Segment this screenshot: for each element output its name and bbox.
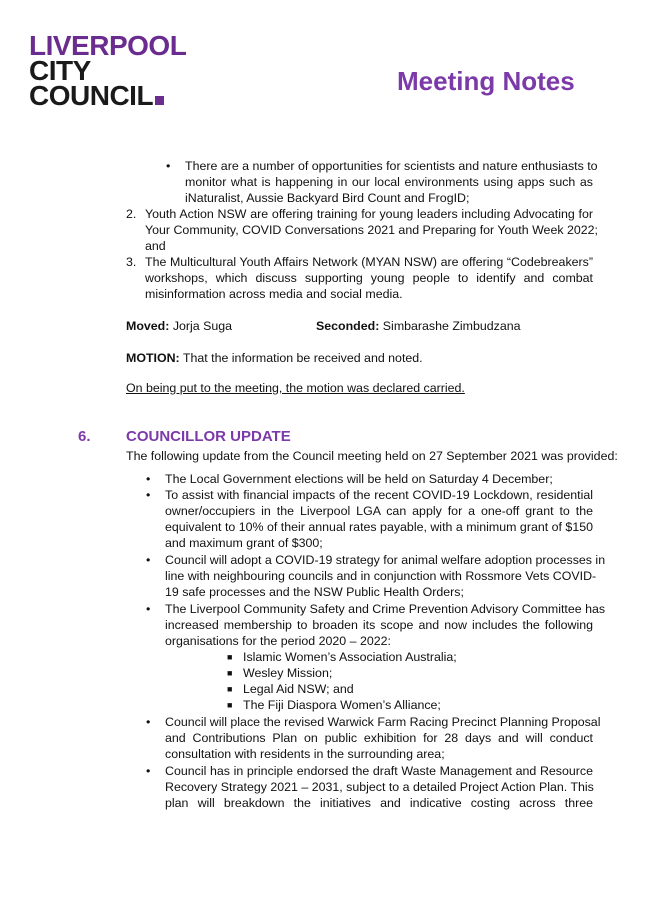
text-line: [165, 568, 597, 584]
bullet-icon: •: [146, 764, 151, 778]
bullet-icon: •: [146, 488, 151, 502]
item-3-line-1: The Multicultural Youth Affairs Network (MYAN NSW) are offering “Codebreakers”: [145, 255, 593, 269]
organisation-item: Islamic Women’s Association Australia;: [243, 650, 457, 664]
bullet-4-line-2: increased membership to broaden its scope and now includes the following: [165, 618, 593, 632]
bullet-icon: •: [146, 602, 151, 616]
bullet-1-line-1: The Local Government elections will be held on Saturday 4 December;: [165, 472, 553, 486]
bullet-5-line-2: and Contributions Plan on public exhibition for 28 days and will conduct: [165, 731, 593, 745]
motion-value: That the information be received and noted.: [182, 351, 423, 365]
text-line: [165, 552, 606, 568]
item-3-line-3: misinformation across media and social media.: [145, 287, 403, 301]
organisation-item: The Fiji Diaspora Women’s Alliance;: [243, 698, 441, 712]
bullet-3-line-3: 19 safe processes and the NSW Public Health Orders;: [165, 585, 464, 599]
section-heading: COUNCILLOR UPDATE: [126, 428, 291, 445]
bullet-6-line-2: Recovery Strategy 2021 – 2031, subject to a detailed Project Action Plan. This: [165, 780, 594, 794]
bullet-icon: •: [146, 715, 151, 729]
text-line: [165, 779, 593, 795]
seconded-value: Simbarashe Zimbudzana: [382, 319, 521, 333]
organisation-item: Wesley Mission;: [243, 666, 333, 680]
text-line: [165, 795, 593, 811]
bullet-6-line-3: plan will breakdown the initiatives and indicative costing across three: [165, 796, 593, 810]
bullet-4-line-1: The Liverpool Community Safety and Crime Prevention Advisory Committee has: [165, 602, 606, 616]
organisation-item: Legal Aid NSW; and: [243, 682, 354, 696]
square-bullet-icon: ■: [227, 684, 233, 694]
list-number: 2.: [126, 207, 137, 221]
bullet-6-line-1: Council has in principle endorsed the draft Waste Management and Resource: [165, 764, 593, 778]
sub-bullet-line-2: monitor what is happening in our local environments using apps such as: [185, 175, 593, 189]
bullet-2-line-2: owner/occupiers in the Liverpool LGA can apply for a one-off grant to the: [165, 504, 593, 518]
bullet-2-line-3: equivalent to 10% of their annual rates payable, with a minimum grant of $150: [165, 520, 593, 534]
bullet-icon: •: [166, 159, 171, 173]
liverpool-city-council-logo: [29, 30, 187, 111]
text-line: [165, 763, 593, 779]
text-line: [165, 503, 593, 519]
bullet-2-line-4: and maximum grant of $300;: [165, 536, 323, 550]
motion-line: [126, 350, 423, 366]
item-2-line-1: Youth Action NSW are offering training for young leaders including Advocating for: [145, 207, 593, 221]
logo-line-2: CITY: [29, 55, 91, 86]
bullet-2-line-1: To assist with financial impacts of the recent COVID-19 Lockdown, residential: [165, 488, 593, 502]
logo-line-3-text: COUNCIL: [29, 80, 154, 111]
section-number: 6.: [78, 428, 91, 445]
moved-label: Moved:: [126, 319, 170, 333]
text-line: [185, 174, 593, 190]
logo-line-1: LIVERPOOL: [29, 30, 187, 61]
section-intro: The following update from the Council meeting held on 27 September 2021 was provided:: [126, 449, 618, 463]
text-line: [185, 158, 598, 174]
seconded-line: [316, 318, 521, 334]
bullet-4-line-3: organisations for the period 2020 – 2022:: [165, 634, 391, 648]
bullet-3-line-1: Council will adopt a COVID-19 strategy for animal welfare adoption processes in: [165, 553, 606, 567]
list-number: 3.: [126, 255, 137, 269]
text-line: [145, 254, 593, 270]
sub-bullet-line-1: There are a number of opportunities for scientists and nature enthusiasts to: [185, 159, 598, 173]
text-line: [165, 714, 601, 730]
text-line: [145, 222, 598, 238]
moved-value: Jorja Suga: [172, 319, 233, 333]
text-line: [145, 270, 593, 286]
text-line: [145, 206, 593, 222]
bullet-icon: •: [146, 472, 151, 486]
text-line: [165, 730, 593, 746]
text-line: [165, 617, 593, 633]
text-line: [165, 601, 606, 617]
square-bullet-icon: ■: [227, 700, 233, 710]
square-bullet-icon: ■: [227, 668, 233, 678]
page-title: Meeting Notes: [397, 66, 575, 96]
square-bullet-icon: ■: [227, 652, 233, 662]
seconded-label: Seconded:: [316, 319, 380, 333]
bullet-icon: •: [146, 553, 151, 567]
sub-bullet-line-3: iNaturalist, Aussie Backyard Bird Count and FrogID;: [185, 191, 470, 205]
carried-line: [126, 380, 465, 396]
motion-label: MOTION:: [126, 351, 180, 365]
item-2-line-3: and: [145, 239, 166, 253]
item-3-line-2: workshops, which discuss supporting young people to identify and combat: [145, 271, 593, 285]
bullet-5-line-1: Council will place the revised Warwick Farm Racing Precinct Planning Proposal: [165, 715, 601, 729]
text-line: [165, 487, 593, 503]
bullet-5-line-3: consultation with residents in the surrounding area;: [165, 747, 445, 761]
bullet-3-line-2: line with neighbouring councils and in conjunction with Rossmore Vets COVID-: [165, 569, 597, 583]
item-2-line-2: Your Community, COVID Conversations 2021 and Preparing for Youth Week 2022;: [145, 223, 598, 237]
logo-square-icon: [155, 96, 164, 105]
logo-line-3: [29, 80, 186, 111]
text-line: [126, 448, 618, 464]
carried-text: On being put to the meeting, the motion was declared carried.: [126, 381, 465, 395]
moved-line: [126, 318, 232, 334]
text-line: [165, 519, 593, 535]
